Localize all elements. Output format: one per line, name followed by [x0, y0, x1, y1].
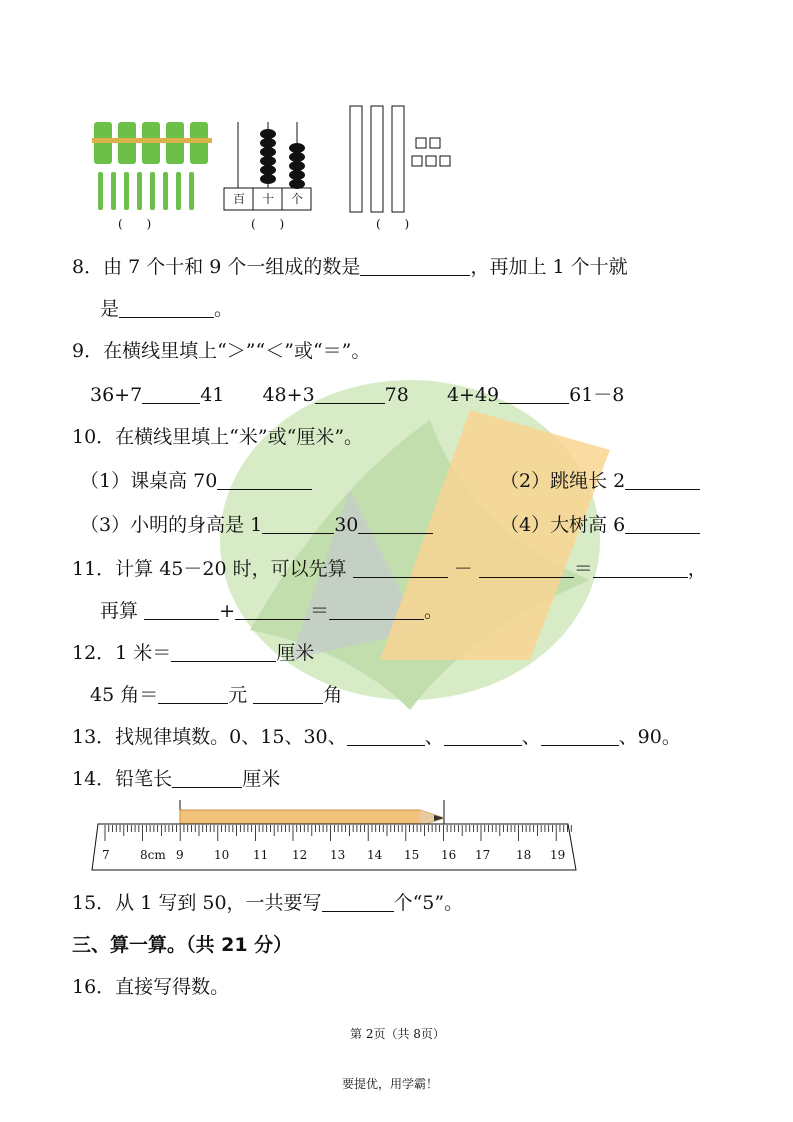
q14-blank[interactable]	[172, 769, 242, 788]
footer-slogan: 要提优，用学霸！	[342, 1077, 439, 1091]
ruler-label-16: 16	[441, 848, 457, 862]
q10-blank-5[interactable]	[625, 515, 700, 534]
abacus-label-hundreds: 百	[233, 192, 246, 206]
ruler-label-8cm: 8cm	[140, 848, 166, 862]
figure-row	[88, 100, 468, 235]
ruler-label-15: 15	[404, 848, 420, 862]
answer-paren-3: ( )	[376, 217, 420, 231]
page-number: 第 2页（共 8页）	[350, 1027, 445, 1041]
answer-paren-1: ( )	[118, 217, 162, 231]
ruler-label-19: 19	[550, 848, 566, 862]
q11-blank-2[interactable]	[479, 559, 574, 578]
q12-blank-1[interactable]	[171, 643, 276, 662]
question-15: 15．从 1 写到 50，一共要写 个“5”。	[72, 892, 464, 914]
question-16: 16．直接写得数。	[72, 976, 230, 998]
stick-bundles	[92, 122, 212, 210]
q13-blank-3[interactable]	[541, 727, 619, 746]
ruler-label-7: 7	[102, 848, 110, 862]
ruler-label-12: 12	[292, 848, 308, 862]
q8-blank-1[interactable]	[360, 257, 470, 276]
ruler-figure	[90, 798, 585, 878]
ruler-and-pencil	[90, 798, 585, 878]
question-12-line2: 45 角＝ 元 角	[90, 684, 343, 706]
q12-blank-3[interactable]	[253, 685, 323, 704]
ruler-label-17: 17	[475, 848, 491, 862]
question-14: 14．铅笔长 厘米	[72, 768, 281, 790]
q9-blank-2[interactable]	[315, 385, 385, 404]
q10-blank-3[interactable]	[262, 515, 334, 534]
q11-blank-3[interactable]	[593, 559, 688, 578]
ruler-label-14: 14	[367, 848, 383, 862]
question-8: 8．由 7 个十和 9 个一组成的数是 ，再加上 1 个十就	[72, 256, 628, 278]
ruler-label-11: 11	[253, 848, 269, 862]
abacus-beads	[260, 129, 305, 189]
section-3-title: 三、算一算。（共 21 分）	[72, 934, 293, 956]
q10-item-2: （2）跳绳长 2	[500, 466, 700, 493]
q15-blank[interactable]	[322, 893, 394, 912]
question-8-line2: 是 。	[100, 298, 234, 320]
q13-blank-2[interactable]	[444, 727, 522, 746]
q13-blank-1[interactable]	[347, 727, 425, 746]
q9-blank-1[interactable]	[142, 385, 200, 404]
q10-item-4: （4）大树高 6	[500, 510, 700, 537]
abacus-label-ones: 个	[291, 192, 304, 206]
abacus-label-tens: 十	[262, 192, 275, 206]
q10-blank-2[interactable]	[625, 471, 700, 490]
question-11: 11．计算 45－20 时，可以先算 － ＝ ，	[72, 558, 707, 580]
ruler-label-10: 10	[214, 848, 230, 862]
counting-figures	[88, 100, 468, 235]
base-ten-blocks	[350, 106, 450, 212]
ruler-label-9: 9	[176, 848, 184, 862]
q10-blank-4[interactable]	[358, 515, 433, 534]
ruler-label-18: 18	[516, 848, 532, 862]
q10-blank-1[interactable]	[217, 471, 312, 490]
q8-blank-2[interactable]	[119, 299, 214, 318]
answer-paren-2: ( )	[251, 217, 295, 231]
question-9-items: 36+7 41 48+3 78 4+49 61－8	[90, 384, 625, 406]
q10-item-1: （1）课桌高 70	[80, 466, 312, 493]
q11-blank-4[interactable]	[144, 601, 219, 620]
q9-blank-3[interactable]	[499, 385, 569, 404]
question-11-line2: 再算 + ＝ 。	[100, 600, 444, 622]
q11-blank-6[interactable]	[329, 601, 424, 620]
q12-blank-2[interactable]	[158, 685, 228, 704]
q10-item-3: （3）小明的身高是 1 30	[80, 510, 433, 537]
question-10: 10．在横线里填上“米”或“厘米”。	[72, 426, 364, 448]
q11-blank-5[interactable]	[235, 601, 310, 620]
question-12: 12．1 米＝ 厘米	[72, 642, 315, 664]
q11-blank-1[interactable]	[353, 559, 448, 578]
question-9: 9．在横线里填上“＞”“＜”或“＝”。	[72, 340, 371, 362]
question-13: 13．找规律填数。0、15、30、 、 、 、90。	[72, 726, 681, 748]
ruler-label-13: 13	[330, 848, 346, 862]
